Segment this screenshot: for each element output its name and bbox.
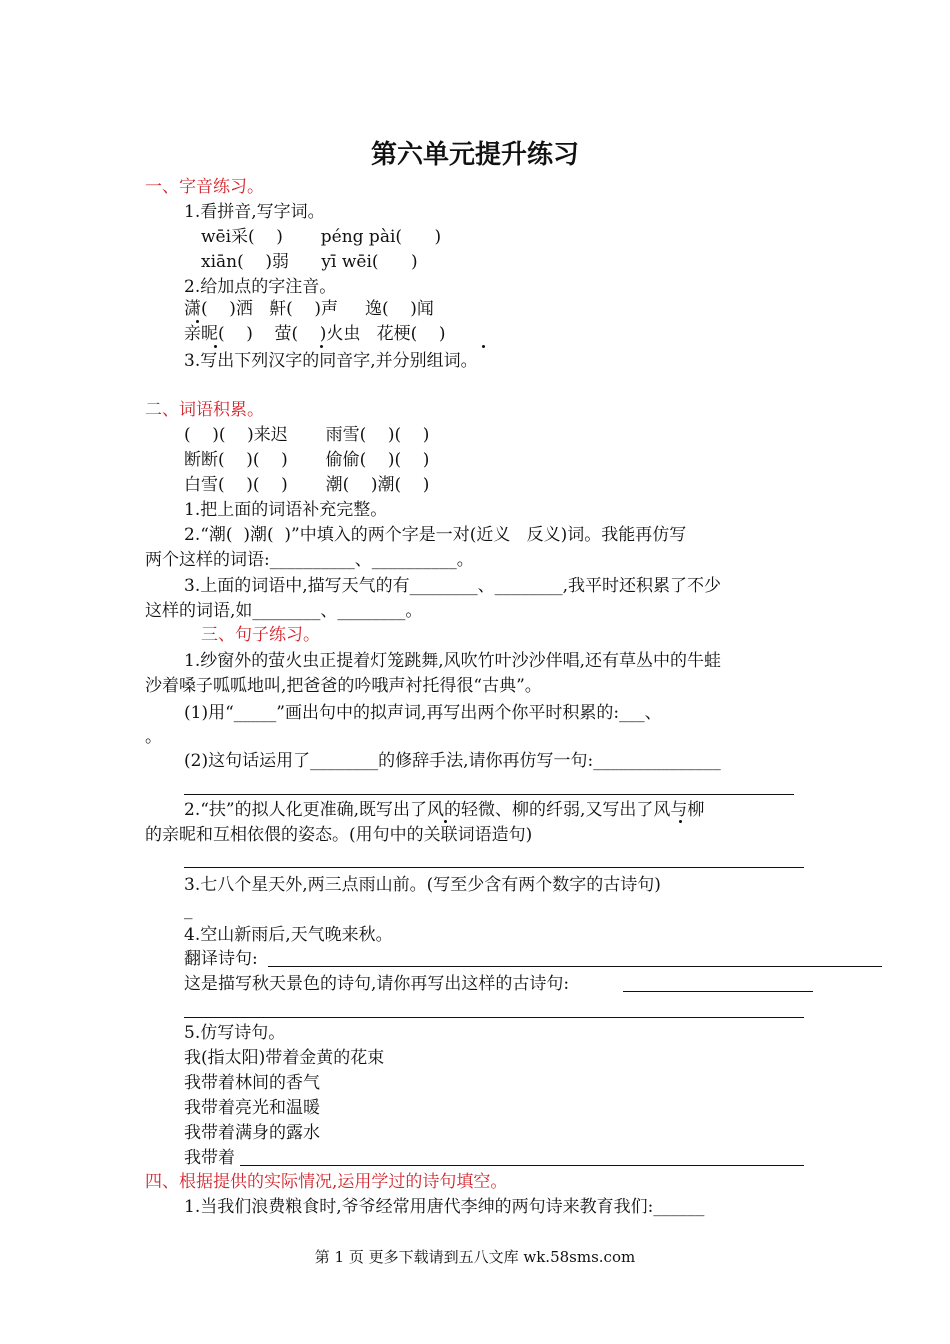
emphasis-dot: [320, 345, 323, 348]
question-line: 1.看拼音,写字词。: [184, 202, 325, 222]
answer-line: [240, 1165, 804, 1166]
question-line: 的亲昵和互相依偎的姿态。(用句中的关联词语造句): [145, 825, 533, 845]
answer-line: [184, 794, 794, 795]
question-line: 1.纱窗外的萤火虫正提着灯笼跳舞,风吹竹叶沙沙伴唱,还有草丛中的牛蛙: [184, 651, 722, 671]
section-heading: 二、词语积累。: [145, 400, 264, 420]
emphasis-dot: [214, 345, 217, 348]
question-line: 翻译诗句:: [184, 949, 258, 969]
section-heading: 三、句子练习。: [201, 625, 320, 645]
question-line: 断断( )( ) 偷偷( )( ): [184, 450, 430, 470]
question-line: 。: [145, 727, 162, 747]
question-line: xiān( )弱 yī wēi( ): [201, 252, 418, 272]
question-line: 4.空山新雨后,天气晚来秋。: [184, 925, 393, 945]
question-line: (2)这句话运用了________的修辞手法,请你再仿写一句:_______________: [184, 751, 721, 771]
question-line: 1.当我们浪费粮食时,爷爷经常用唐代李绅的两句诗来教育我们:______: [184, 1197, 705, 1217]
question-line: 两个这样的词语:__________、__________。: [145, 550, 474, 570]
question-line: 2.“潮( )潮( )”中填入的两个字是一对(近义 反义)词。我能再仿写: [184, 525, 687, 545]
answer-line: [623, 991, 813, 992]
answer-line: [184, 867, 804, 868]
question-line: 1.把上面的词语补充完整。: [184, 500, 388, 520]
question-line: 我带着满身的露水: [184, 1123, 320, 1143]
question-line: 白雪( )( ) 潮( )潮( ): [184, 475, 430, 495]
question-line: 我带着林间的香气: [184, 1073, 320, 1093]
emphasis-dot: [196, 320, 199, 323]
question-line: 2.给加点的字注音。: [184, 277, 337, 297]
question-line: 这是描写秋天景色的诗句,请你再写出这样的古诗句:: [184, 974, 570, 994]
question-line: 亲昵( ) 萤( )火虫 花梗( ): [184, 324, 446, 344]
question-line: 我带着亮光和温暖: [184, 1098, 320, 1118]
question-line: 我带着: [184, 1148, 235, 1168]
question-line: 3.上面的词语中,描写天气的有________、________,我平时还积累了不少: [184, 576, 722, 596]
question-line: wēi采( ) péng pài( ): [201, 227, 442, 247]
emphasis-dot: [679, 820, 682, 823]
question-line: 潇( )洒 鼾( )声 逸( )闻: [184, 299, 434, 319]
emphasis-dot: [482, 345, 485, 348]
section-heading: 四、根据提供的实际情况,运用学过的诗句填空。: [145, 1172, 508, 1192]
question-line: ( )( )来迟 雨雪( )( ): [184, 425, 430, 445]
page-footer: 第 1 页 更多下载请到五八文库 wk.58sms.com: [314, 1248, 636, 1266]
question-line: 2.“扶”的拟人化更准确,既写出了风的轻微、柳的纤弱,又写出了风与柳: [184, 800, 705, 820]
question-line: 我(指太阳)带着金黄的花束: [184, 1048, 385, 1068]
question-line: 3.七八个星天外,两三点雨山前。(写至少含有两个数字的古诗句): [184, 875, 661, 895]
question-line: 沙着嗓子呱呱地叫,把爸爸的吟哦声衬托得很“古典”。: [145, 676, 542, 696]
answer-line: [184, 1017, 804, 1018]
question-line: 5.仿写诗句。: [184, 1023, 286, 1043]
question-line: (1)用“_____”画出句中的拟声词,再写出两个你平时积累的:___、: [184, 703, 662, 723]
question-line: 这样的词语,如________、________。: [145, 601, 423, 621]
emphasis-dot: [444, 820, 447, 823]
question-line: _: [184, 900, 193, 920]
page-title: 第六单元提升练习: [370, 140, 579, 170]
question-line: 3.写出下列汉字的同音字,并分别组词。: [184, 351, 478, 371]
section-heading: 一、字音练习。: [145, 177, 264, 197]
answer-line: [268, 966, 882, 967]
